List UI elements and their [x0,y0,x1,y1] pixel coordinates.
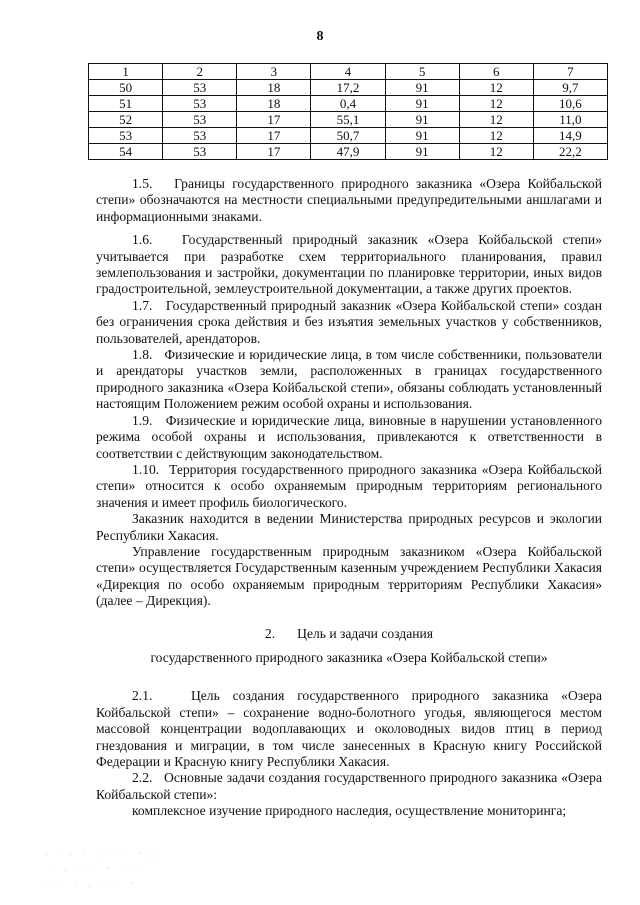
table-cell: 18 [237,80,311,96]
paragraph-1-6: 1.6. Государственный природный заказник «Озера Койбальской степи» учитывается при разработке схем территориального планирования, правил землепользования и застройки, документации по планировке территории, иных видов градостроительной, землеустроительной документации, а также других проектов. [96,232,602,297]
document-body [96,176,602,820]
table-cell: 91 [385,128,459,144]
table-cell: 1 [89,64,163,80]
table-row [89,144,608,160]
table-cell: 91 [385,80,459,96]
table-cell: 53 [163,128,237,144]
page-number: 8 [316,29,324,44]
table-header-row [89,64,608,80]
section-2-title: Цель и задачи создания [297,625,434,641]
scan-noise-decoration [40,846,160,896]
table-cell: 17,2 [311,80,385,96]
table-cell: 12 [459,80,533,96]
table-cell: 51 [89,96,163,112]
table-cell: 55,1 [311,112,385,128]
section-2-title-line2: государственного природного заказника «Озера Койбальской степи» [150,649,548,665]
table-cell: 91 [385,144,459,160]
coordinates-table [88,63,608,160]
table-cell: 50 [89,80,163,96]
table-cell: 53 [163,80,237,96]
table-cell: 22,2 [533,144,607,160]
paragraph-1-8: 1.8. Физические и юридические лица, в том числе собственники, пользователи и арендаторы участков земли, расположенных в границах государственного природного заказника «Озера Койбальской степи», обязаны соблюдать установленный настоящим Положением режим особой охраны и использования. [96,347,602,412]
paragraph-1-5: 1.5. Границы государственного природного заказника «Озера Койбальской степи» обозначаются на местности специальными предупредительными аншлагами и информационными знаками. [96,176,602,224]
paragraph-ministry: Заказник находится в ведении Министерства природных ресурсов и экологии Республики Хакасия. [96,511,602,543]
table-row [89,112,608,128]
table-row [89,96,608,112]
table-cell: 53 [163,112,237,128]
table-cell: 11,0 [533,112,607,128]
table-cell: 53 [89,128,163,144]
paragraph-1-7: 1.7. Государственный природный заказник «Озера Койбальской степи» создан без ограничения срока действия и без изъятия земельных участков у собственников, пользователей, арендаторов. [96,297,602,346]
table-cell: 54 [89,144,163,160]
table-cell: 3 [237,64,311,80]
paragraph-monitoring: комплексное изучение природного наследия, осуществление мониторинга; [132,803,567,819]
table-cell: 6 [459,64,533,80]
table-cell: 50,7 [311,128,385,144]
table-row [89,128,608,144]
table-cell: 91 [385,112,459,128]
table-cell: 7 [533,64,607,80]
paragraph-2-1: 2.1. Цель создания государственного природного заказника «Озера Койбальской степи» – сохранение водно-болотного угодья, являющегося местом массовой концентрации водоплавающих и околоводных видов птиц в период гнездования и миграции, в том числе занесенных в Красную книгу Российской Федерации и Красную книгу Республики Хакасия. [96,688,602,769]
table-row [89,80,608,96]
table-cell: 12 [459,144,533,160]
table-cell: 17 [237,144,311,160]
paragraph-2-2: 2.2. Основные задачи создания государственного природного заказника «Озера Койбальской степи»: [96,770,602,802]
table-cell: 12 [459,96,533,112]
table-cell: 14,9 [533,128,607,144]
section-2-number: 2. [264,625,276,641]
paragraph-1-9: 1.9. Физические и юридические лица, виновные в нарушении установленного режима особой охраны и использования, привлекаются к ответственности в соответствии с действующим законодательством. [96,412,602,461]
table-cell: 53 [163,96,237,112]
table-cell: 47,9 [311,144,385,160]
table-cell: 91 [385,96,459,112]
table-cell: 18 [237,96,311,112]
table-cell: 4 [311,64,385,80]
table-cell: 10,6 [533,96,607,112]
paragraph-1-10: 1.10. Территория государственного природного заказника «Озера Койбальской степи» относится к особо охраняемым природным территориям регионального значения и имеет профиль биологического. [96,461,602,510]
paragraph-management: Управление государственным природным заказником «Озера Койбальской степи» осуществляется Государственным казенным учреждением Республики Хакасия «Дирекция по особо охраняемым природным территориям Республики Хакасия» (далее – Дирекция). [96,543,602,609]
table-cell: 17 [237,128,311,144]
table-cell: 5 [385,64,459,80]
section-2-heading [96,626,602,667]
section-2-title-line1 [96,626,602,642]
table-cell: 53 [163,144,237,160]
table-cell: 2 [163,64,237,80]
table-cell: 0,4 [311,96,385,112]
table-cell: 17 [237,112,311,128]
table-cell: 52 [89,112,163,128]
table-cell: 12 [459,128,533,144]
table-cell: 9,7 [533,80,607,96]
table-cell: 12 [459,112,533,128]
